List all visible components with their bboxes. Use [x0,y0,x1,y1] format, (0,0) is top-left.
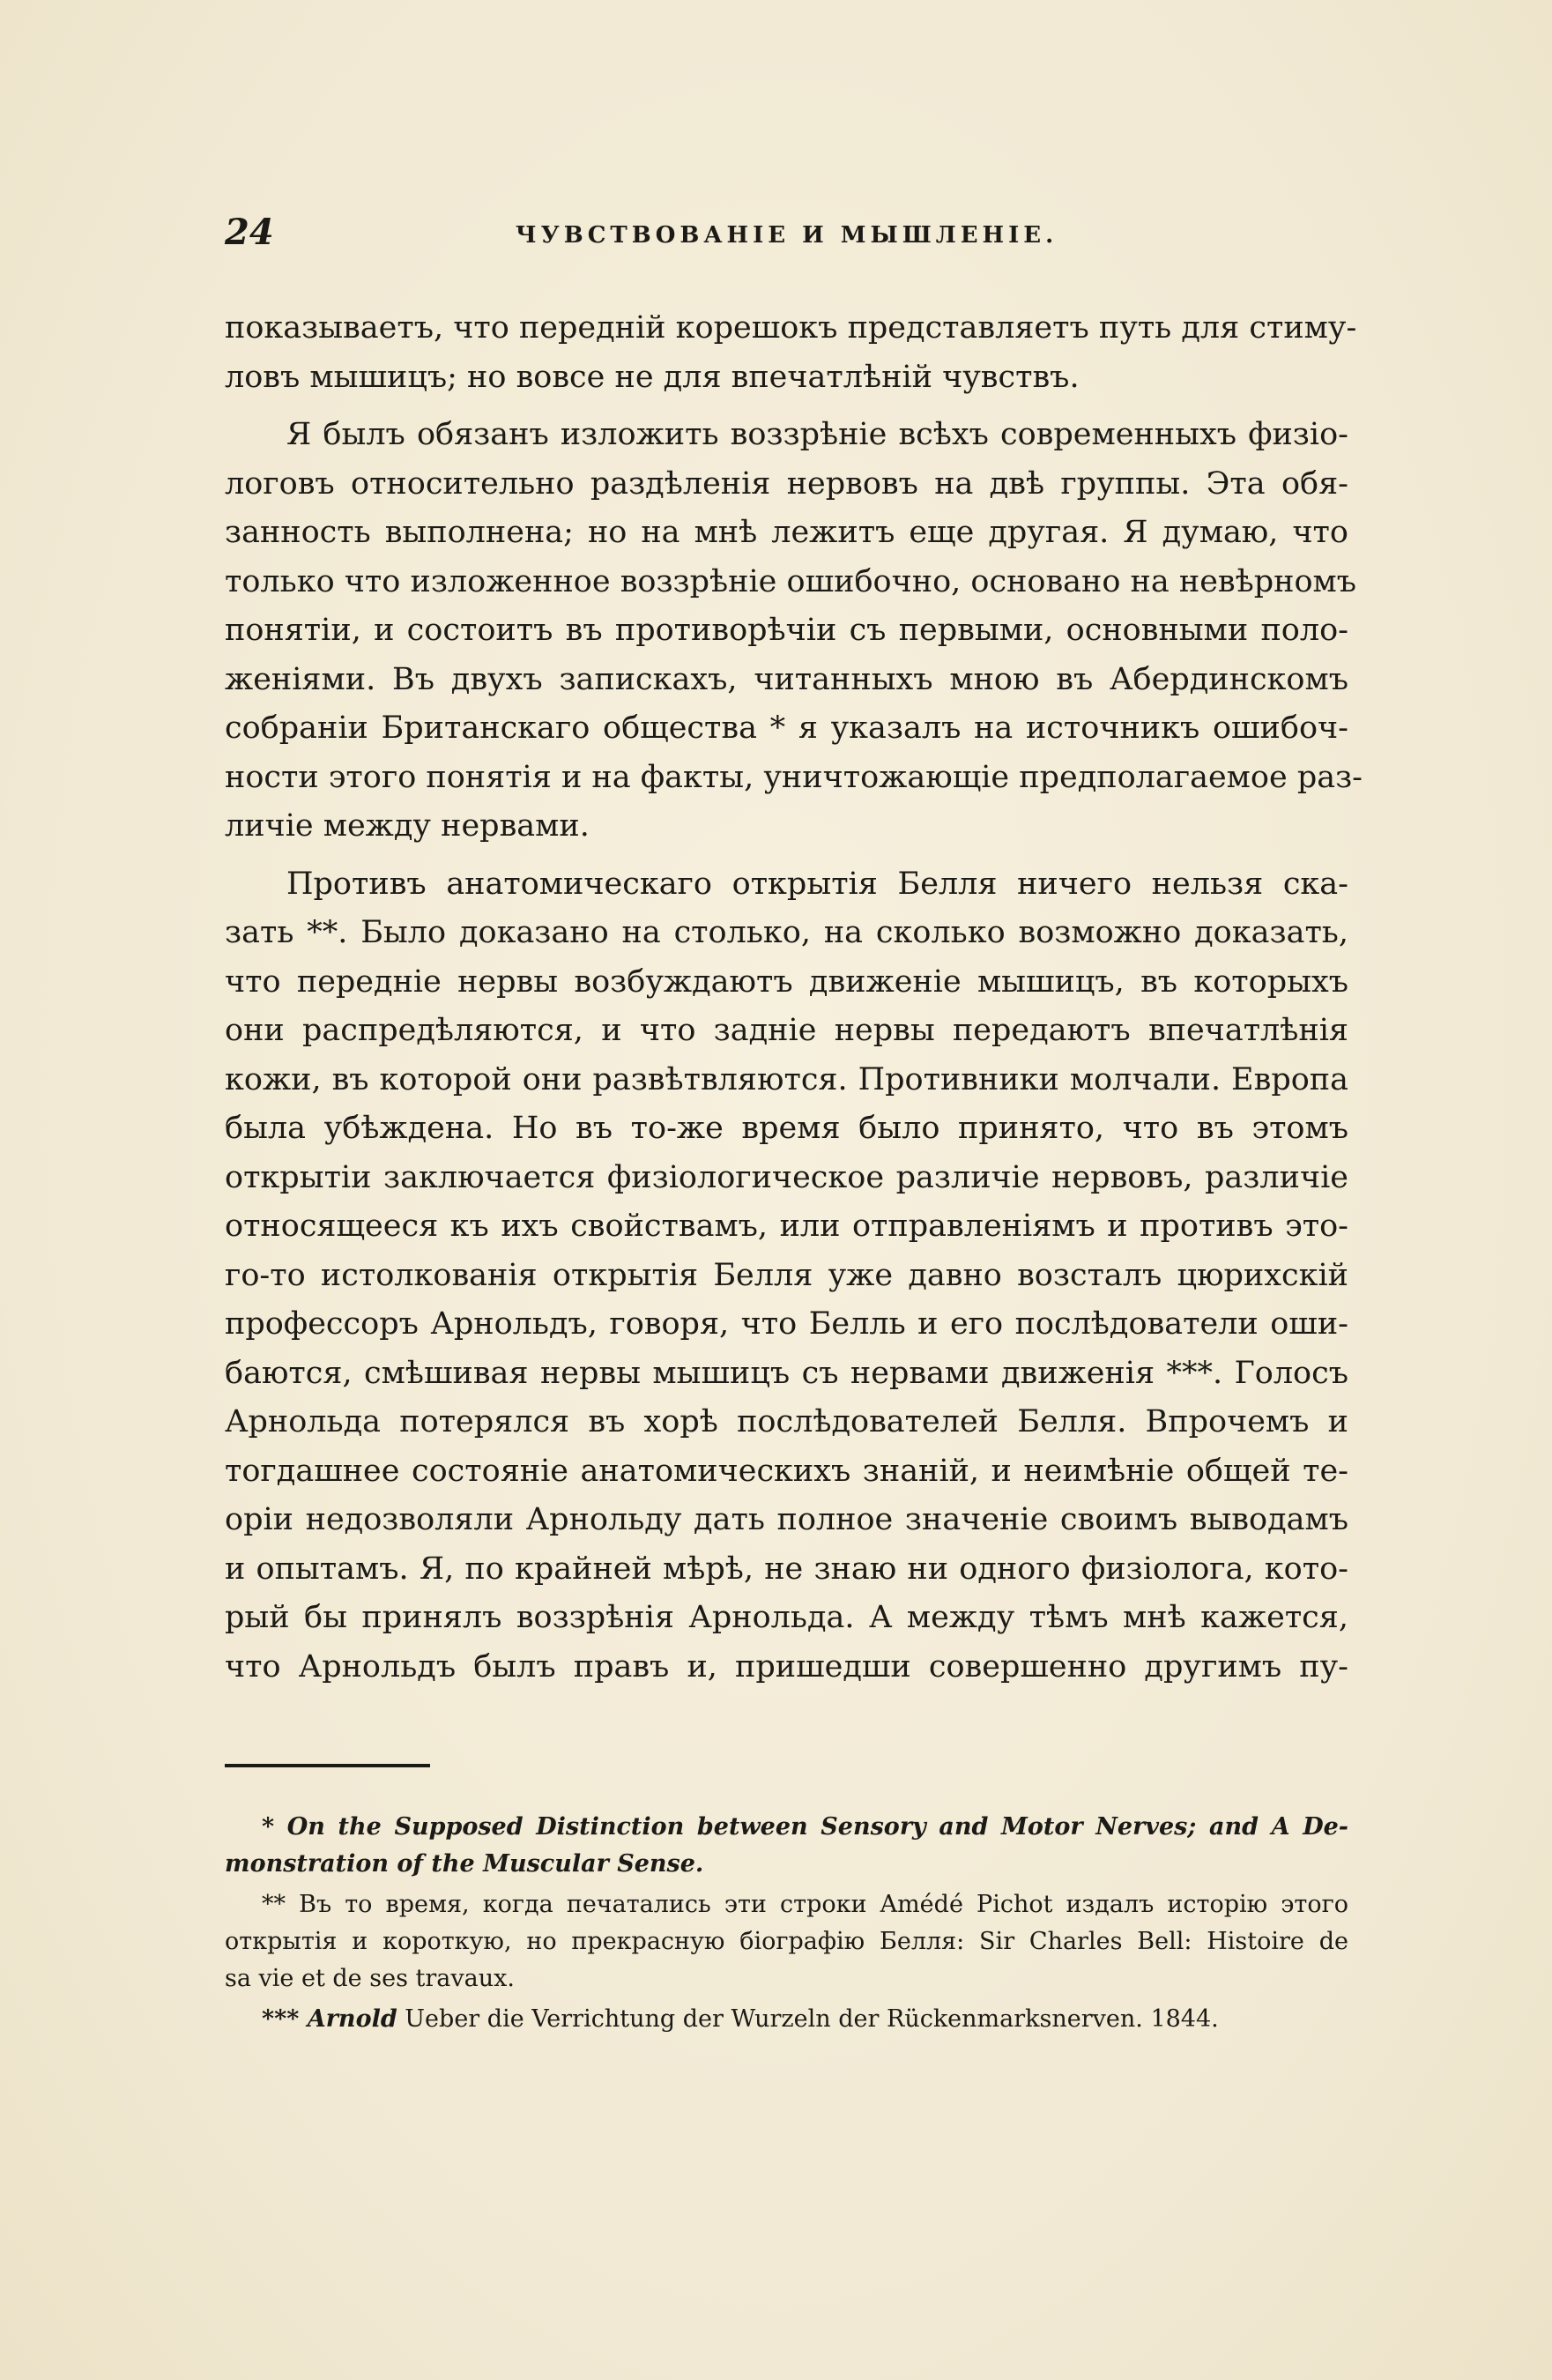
footnote-line: открытія и короткую, но прекрасную біографію Белля: Sir Charles Bell: Histoire de [225,1928,1348,1955]
text-line: относящееся къ ихъ свойствамъ, или отправленіямъ и противъ это- [225,1209,1348,1244]
text-line: женіями. Въ двухъ запискахъ, читанныхъ мною въ Абердинскомъ [225,661,1348,697]
paragraph-2 [225,411,1363,852]
page-header [225,212,1348,256]
footnote-line: ** Въ то время, когда печатались эти строки Amédé Pichot издалъ исторію этого [262,1891,1348,1918]
running-head: ЧУВСТВОВАНІЕ И МЫШЛЕНІЕ. [515,222,1058,249]
text-line: только что изложенное воззрѣніе ошибочно, основано на невѣрномъ [225,563,1357,599]
paragraph-3 [225,860,1348,1692]
text-line: профессоръ Арнольдъ, говоря, что Белль и его послѣдователи оши- [225,1306,1348,1342]
text-line: тогдашнее состояніе анатомическихъ знаній, и неимѣніе общей те- [225,1453,1348,1489]
text-line: логовъ относительно раздѣленія нервовъ на двѣ группы. Эта обя- [225,465,1348,502]
text-line: Противъ анатомическаго открытія Белля ничего нельзя ска- [286,866,1348,902]
text-line: была убѣждена. Но въ то-же время было принято, что въ этомъ [225,1111,1348,1146]
text-line: зать **. Было доказано на столько, на сколько возможно доказать, [225,915,1348,950]
text-line: кожи, въ которой они развѣтвляются. Противники молчали. Европа [225,1061,1348,1097]
footnote-3 [225,2001,1348,2038]
text-line: Арнольда потерялся въ хорѣ послѣдователей Белля. Впрочемъ и [225,1404,1348,1439]
text-line: понятіи, и состоитъ въ противорѣчіи съ первыми, основными поло- [225,613,1348,648]
text-line: ности этого понятія и на факты, уничтожающіе предполагаемое раз- [225,759,1363,795]
text-line: рый бы принялъ воззрѣнія Арнольда. А между тѣмъ мнѣ кажется, [225,1600,1348,1635]
footnote-line: monstration of the Muscular Sense. [225,1850,704,1878]
text-line: Я былъ обязанъ изложить воззрѣніе всѣхъ современныхъ физіо- [286,417,1348,452]
text-line: ловъ мышицъ; но вовсе не для впечатлѣній чувствъ. [225,359,1080,395]
text-line: собраніи Британскаго общества * я указалъ на источникъ ошибоч- [225,710,1348,746]
text-line: и опытамъ. Я, по крайней мѣрѣ, не знаю ни одного физіолога, кото- [225,1551,1348,1587]
text-line: что Арнольдъ былъ правъ и, пришедши совершенно другимъ пу- [225,1648,1348,1685]
paragraph-1 [225,304,1357,402]
footnote-author: *** Arnold [262,2005,397,2033]
footnotes [225,1809,1348,2042]
text-line: они распредѣляются, и что задніе нервы передаютъ впечатлѣнія [225,1013,1348,1048]
footnote-line [225,2001,1348,2038]
text-line: открытіи заключается физіологическое различіе нервовъ, различіе [225,1159,1348,1195]
body-text [225,304,1363,1700]
footnote-line: * On the Supposed Distinction between Sensory and Motor Nerves; and A De- [262,1813,1348,1841]
text-line: личіе между нервами. [225,808,590,844]
text-line: показываетъ, что передній корешокъ представляетъ путь для стиму- [225,310,1357,346]
footnote-divider [225,1764,430,1767]
text-line: оріи недозволяли Арнольду дать полное значеніе своимъ выводамъ [225,1502,1348,1537]
text-line: что передніе нервы возбуждаютъ движеніе мышицъ, въ которыхъ [225,963,1348,1000]
footnote-2 [225,1886,1348,1997]
text-line: го-то истолкованія открытія Белля уже давно возсталъ цюрихскій [225,1257,1348,1293]
footnote-1 [225,1809,1348,1883]
text-line: баются, смѣшивая нервы мышицъ съ нервами движенія ***. Голосъ [225,1355,1348,1391]
page-number: 24 [225,212,274,253]
text-line: занность выполнена; но на мнѣ лежитъ еще другая. Я думаю, что [225,515,1348,550]
footnote-line: sa vie et de ses travaux. [225,1965,515,1992]
footnote-title: Ueber die Verrichtung der Wurzeln der Rückenmarksnerven. 1844. [397,2005,1219,2033]
